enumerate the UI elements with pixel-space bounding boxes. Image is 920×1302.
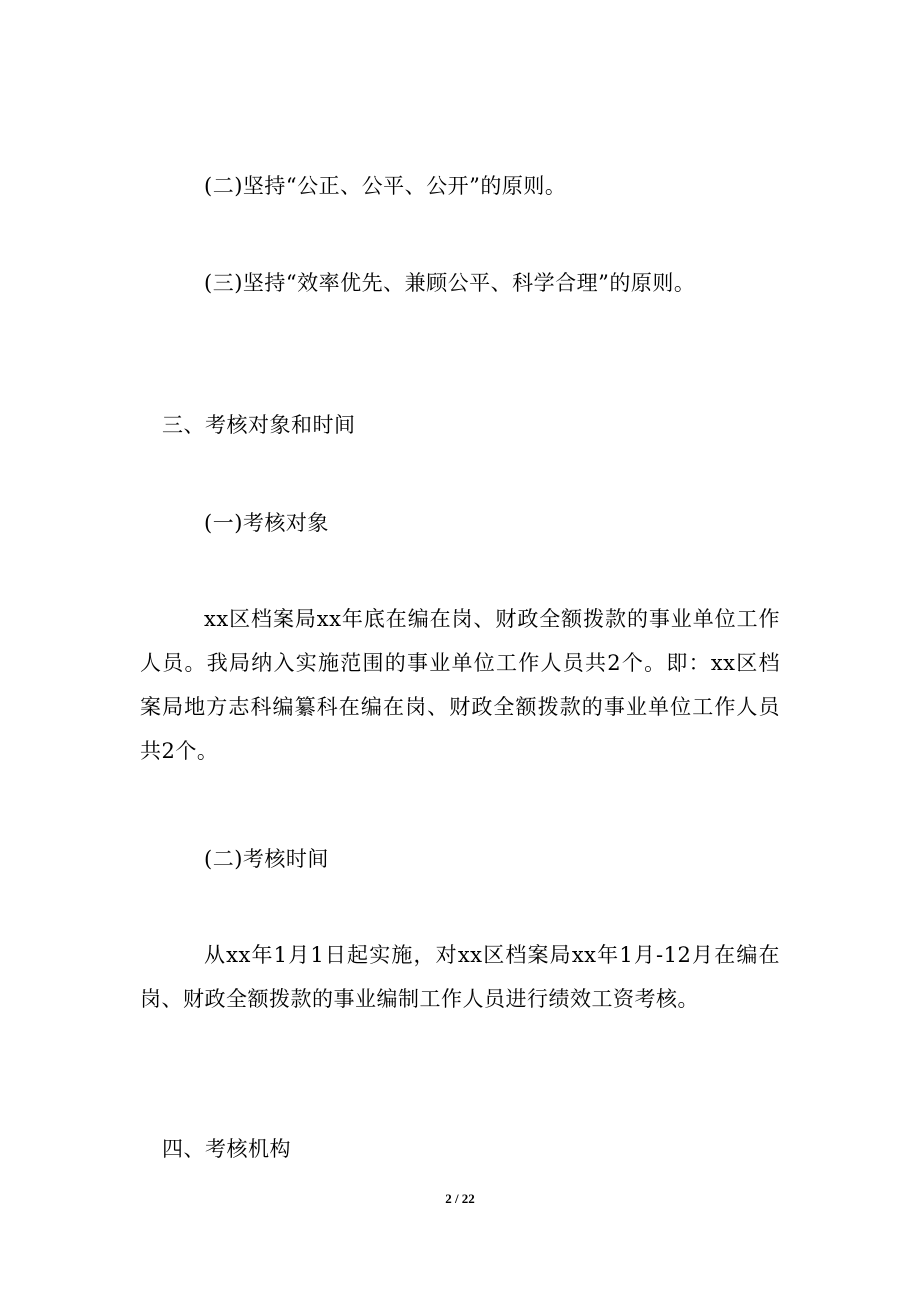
subsection-2-heading: (二)考核时间 [204, 847, 329, 871]
section-4-heading: 四、考核机构 [162, 1137, 291, 1161]
principle-3-line: (三)坚持“效率优先、兼顾公平、科学合理”的原则。 [204, 271, 696, 295]
principle-2-line: (二)坚持“公正、公平、公开”的原则。 [204, 174, 567, 198]
subsection-1-body: xx区档案局xx年底在编在岗、财政全额拨款的事业单位工作人员。我局纳入实施范围的事业单位工作人员共2个。即：xx区档案局地方志科编纂科在编在岗、财政全额拨款的事业单位工作人员共2个。 [140, 607, 780, 763]
subsection-2-body: 从xx年1月1日起实施，对xx区档案局xx年1月-12月在编在岗、财政全额拨款的事业编制工作人员进行绩效工资考核。 [140, 943, 780, 1011]
page-number: 2 / 22 [445, 1191, 475, 1206]
subsection-1-heading: (一)考核对象 [204, 511, 329, 535]
section-3-heading: 三、考核对象和时间 [162, 413, 356, 437]
